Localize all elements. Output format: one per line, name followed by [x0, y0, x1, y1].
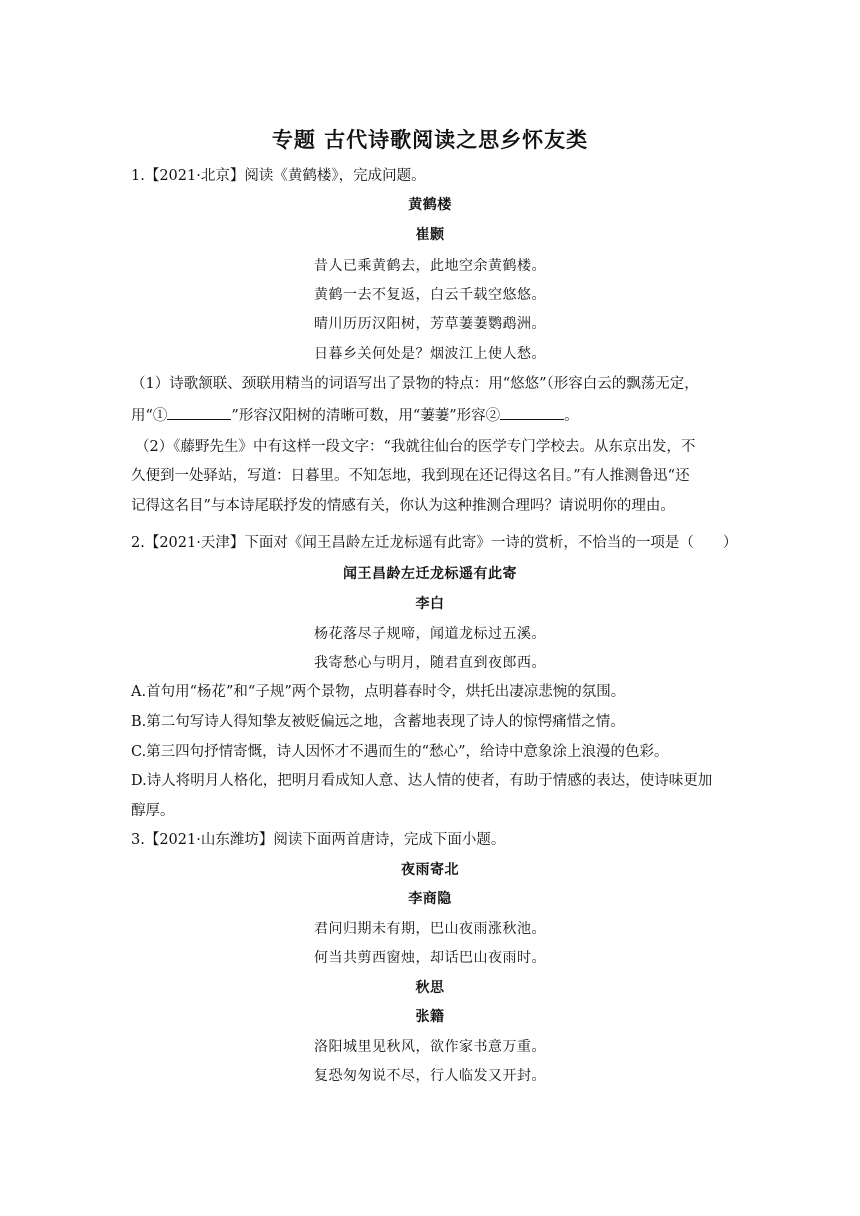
question-2-header: 2.【2021·天津】下面对《闻王昌龄左迁龙标遥有此寄》一诗的赏析，不恰当的一项是（ ）	[131, 535, 738, 551]
q3-poem1-line: 君问归期未有期，巴山夜雨涨秋池。	[314, 921, 546, 937]
q3-poem2-line: 洛阳城里见秋风，欲作家书意万重。	[314, 1039, 546, 1055]
q3-poem1-author: 李商隐	[408, 891, 452, 907]
q3-poem1-line: 何当共剪西窗烛，却话巴山夜雨时。	[314, 950, 546, 966]
answer-blank-1[interactable]	[167, 405, 231, 420]
question-1-header: 1.【2021·北京】阅读《黄鹤楼》，完成问题。	[131, 168, 426, 184]
q2-option-b: B.第二句写诗人得知挚友被贬偏远之地，含蓄地表现了诗人的惊愕痛惜之情。	[131, 714, 625, 730]
q2-poem-line: 我寄愁心与明月，随君直到夜郎西。	[314, 655, 546, 671]
q1-sub1-line: （1）诗歌颔联、颈联用精当的词语写出了景物的特点：用“悠悠”（形容白云的飘荡无定，	[131, 376, 699, 392]
q2-poem-title: 闻王昌龄左迁龙标遥有此寄	[343, 566, 517, 582]
q2-poem-author: 李白	[415, 596, 445, 612]
q1-sub2-line: 久便到一处驿站，写道：日暮里。不知怎地，我到现在还记得这名目。”有人推测鲁迅“还	[131, 468, 690, 484]
q2-option-a: A.首句用“杨花”和“子规”两个景物，点明暮春时令，烘托出凄凉悲惋的氛围。	[131, 684, 626, 700]
q1-poem-title: 黄鹤楼	[408, 197, 452, 213]
q3-poem2-author: 张籍	[415, 1009, 445, 1025]
q2-poem-line: 杨花落尽子规啼，闻道龙标过五溪。	[314, 626, 546, 642]
q1-sub2-line: （2）《藤野先生》中有这样一段文字：“我就往仙台的医学专门学校去。从东京出发，不	[135, 439, 696, 455]
q3-poem2-title: 秋思	[415, 980, 445, 996]
q2-option-d: D.诗人将明月人格化，把明月看成知人意、达人情的使者，有助于情感的表达，使诗味更加	[131, 773, 713, 789]
q1-poem-line: 昔人已乘黄鹤去，此地空余黄鹤楼。	[314, 258, 546, 274]
q1-sub1-line	[131, 405, 579, 426]
q2-option-d-cont: 醇厚。	[131, 803, 175, 819]
q1-poem-author: 崔颢	[415, 227, 445, 243]
q1-poem-line: 日暮乡关何处是？烟波江上使人愁。	[314, 346, 546, 362]
q1-poem-line: 晴川历历汉阳树，芳草萋萋鹦鹉洲。	[314, 316, 546, 332]
q3-poem1-title: 夜雨寄北	[401, 862, 459, 878]
q1-sub1-text: ”形容汉阳树的清晰可数，用“萋萋”形容②	[231, 408, 501, 424]
q2-option-c: C.第三四句抒情寄慨，诗人因怀才不遇而生的“愁心”，给诗中意象涂上浪漫的色彩。	[131, 744, 669, 760]
q1-sub1-text: 用“①	[131, 408, 168, 424]
page-title: 专题 古代诗歌阅读之思乡怀友类	[271, 128, 589, 152]
q1-sub2-line: 记得这名目”与本诗尾联抒发的情感有关，你认为这种推测合理吗？请说明你的理由。	[131, 498, 675, 514]
question-3-header: 3.【2021·山东潍坊】阅读下面两首唐诗，完成下面小题。	[131, 832, 506, 848]
answer-blank-2[interactable]	[500, 405, 564, 420]
q1-sub1-text: 。	[564, 408, 579, 424]
q1-poem-line: 黄鹤一去不复返，白云千载空悠悠。	[314, 287, 546, 303]
q3-poem2-line: 复恐匆匆说不尽，行人临发又开封。	[314, 1068, 546, 1084]
